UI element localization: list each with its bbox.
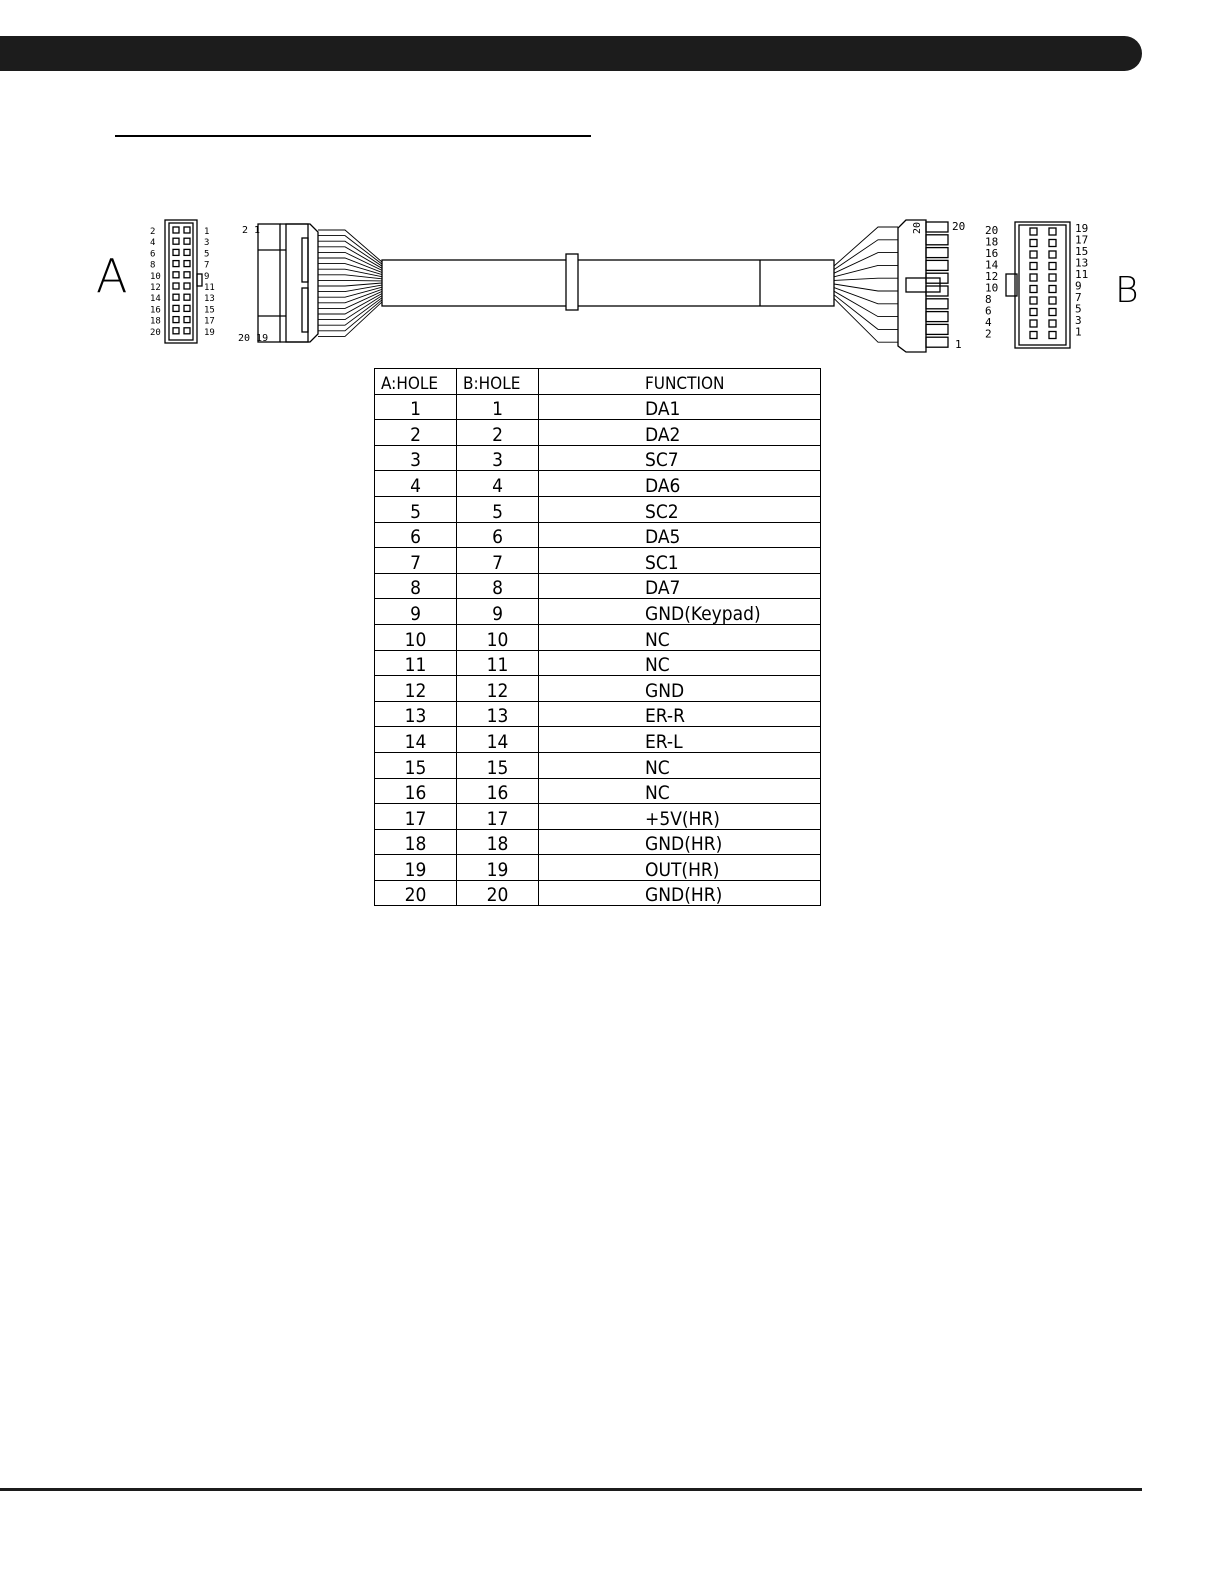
wire <box>318 275 382 279</box>
table-row <box>375 727 821 753</box>
pin-hole <box>173 294 179 300</box>
pin-hole <box>184 328 190 334</box>
pin-hole <box>1030 240 1037 247</box>
pin-hole <box>184 283 190 289</box>
pin-hole <box>1049 309 1056 316</box>
wire <box>318 291 382 308</box>
plug-pin <box>926 235 948 245</box>
pin-hole <box>1030 251 1037 258</box>
plug-b-top-label: 20 <box>952 220 966 233</box>
connector-a-pin-label: 13 <box>204 294 215 305</box>
header-b-hole: B:HOLE <box>457 369 539 395</box>
wires-a <box>318 230 382 336</box>
a-hole-cell: 11 <box>375 650 457 676</box>
cable-sheath <box>382 254 834 310</box>
table-row <box>375 471 821 497</box>
function-cell: NC <box>539 624 821 650</box>
plug-a-side <box>258 224 318 342</box>
pin-hole <box>173 305 179 311</box>
pin-hole <box>1049 263 1056 270</box>
plug-b-rotated-label: 20 <box>912 221 923 234</box>
plug-b-bottom-label: 1 <box>955 338 962 351</box>
b-hole-cell: 3 <box>457 445 539 471</box>
table-row <box>375 573 821 599</box>
connector-b-pin-label: 4 <box>985 316 992 329</box>
pin-hole <box>1049 228 1056 235</box>
table-row <box>375 855 821 881</box>
pin-hole <box>1030 263 1037 270</box>
pin-hole <box>173 227 179 233</box>
wire <box>834 295 898 330</box>
table-row <box>375 650 821 676</box>
wire <box>318 283 382 286</box>
pin-hole <box>1049 286 1056 293</box>
connector-a-pin-label: 11 <box>204 283 215 293</box>
a-hole-cell: 4 <box>375 471 457 497</box>
pin-hole <box>1030 297 1037 304</box>
b-hole-cell: 10 <box>457 624 539 650</box>
pin-hole <box>184 249 190 255</box>
table-row <box>375 548 821 574</box>
connector-b-pin-label: 14 <box>985 258 999 272</box>
pin-hole <box>1049 297 1056 304</box>
function-cell: GND(Keypad) <box>539 599 821 625</box>
a-hole-cell: 20 <box>375 880 457 906</box>
function-cell: ER-L <box>539 727 821 753</box>
connector-a-pin-label: 16 <box>150 305 161 316</box>
function-cell: +5V(HR) <box>539 804 821 830</box>
b-hole-cell: 13 <box>457 701 539 727</box>
pin-hole <box>1030 274 1037 281</box>
connector-b-pin-label: 17 <box>1075 233 1089 247</box>
table-row <box>375 804 821 830</box>
pin-hole <box>184 238 190 244</box>
table-row <box>375 676 821 702</box>
function-cell: DA6 <box>539 471 821 497</box>
table-row <box>375 599 821 625</box>
connector-b-label: B <box>1115 270 1139 311</box>
b-hole-cell: 11 <box>457 650 539 676</box>
a-hole-cell: 1 <box>375 394 457 420</box>
connector-b-pin-label: 18 <box>985 235 999 249</box>
wire <box>834 278 898 280</box>
function-cell: SC7 <box>539 445 821 471</box>
function-cell: ER-R <box>539 701 821 727</box>
table-row <box>375 829 821 855</box>
table-row <box>375 880 821 906</box>
pin-hole <box>184 294 190 300</box>
table-row <box>375 522 821 548</box>
pin-hole <box>1030 332 1037 339</box>
table-row <box>375 394 821 420</box>
pin-hole <box>173 328 179 334</box>
pin-hole <box>1030 286 1037 293</box>
connector-b-pin-label: 20 <box>985 224 999 237</box>
plug-pin <box>926 260 948 270</box>
a-hole-cell: 18 <box>375 829 457 855</box>
a-hole-cell: 14 <box>375 727 457 753</box>
function-cell: GND <box>539 676 821 702</box>
pin-hole <box>1049 251 1056 258</box>
connector-a-pin-label: 18 <box>150 316 161 327</box>
a-hole-cell: 9 <box>375 599 457 625</box>
function-cell: GND(HR) <box>539 880 821 906</box>
b-hole-cell: 14 <box>457 727 539 753</box>
pin-hole <box>1049 320 1056 327</box>
a-hole-cell: 19 <box>375 855 457 881</box>
pin-assignment-table <box>374 368 821 906</box>
connector-b-pin-label: 9 <box>1075 279 1082 293</box>
table-row <box>375 778 821 804</box>
connector-a-face <box>165 220 202 343</box>
pin-hole <box>173 272 179 278</box>
b-hole-cell: 6 <box>457 522 539 548</box>
wire <box>834 227 898 266</box>
pin-hole <box>1030 320 1037 327</box>
b-hole-cell: 5 <box>457 496 539 522</box>
connector-a-pin-label: 17 <box>204 316 215 327</box>
plug-b-side <box>898 220 948 352</box>
b-hole-cell: 4 <box>457 471 539 497</box>
function-cell: NC <box>539 650 821 676</box>
wire <box>834 288 898 304</box>
plug-pin <box>926 324 948 334</box>
connector-b-pin-label: 5 <box>1075 302 1082 316</box>
function-cell: SC2 <box>539 496 821 522</box>
a-hole-cell: 5 <box>375 496 457 522</box>
table-row <box>375 420 821 446</box>
connector-a-pin-label: 14 <box>150 294 161 305</box>
connector-a-pin-label: 6 <box>150 249 156 260</box>
connector-a-pin-label: 4 <box>150 238 156 249</box>
wire <box>318 252 382 270</box>
pin-hole <box>173 238 179 244</box>
connector-a-label: A <box>96 249 128 303</box>
pin-hole <box>1049 274 1056 281</box>
connector-a-pin-label: 20 <box>150 327 161 338</box>
connector-a-pin-label: 15 <box>204 305 215 316</box>
b-hole-cell: 17 <box>457 804 539 830</box>
connector-b-face <box>1006 222 1070 348</box>
header-bar <box>0 36 1142 71</box>
pin-hole <box>184 227 190 233</box>
table-row <box>375 701 821 727</box>
a-hole-cell: 13 <box>375 701 457 727</box>
b-hole-cell: 15 <box>457 752 539 778</box>
pin-hole <box>1030 309 1037 316</box>
connector-a-pin-label: 5 <box>204 249 210 260</box>
wire <box>834 284 898 291</box>
a-hole-cell: 8 <box>375 573 457 599</box>
pin-hole <box>184 261 190 267</box>
b-hole-cell: 9 <box>457 599 539 625</box>
plug-a-bottom-label: 20 19 <box>238 333 269 344</box>
table-row <box>375 624 821 650</box>
pin-hole <box>1030 228 1037 235</box>
connector-b-pin-label: 6 <box>985 304 992 318</box>
function-cell: SC1 <box>539 548 821 574</box>
connector-a-pin-label: 9 <box>204 271 210 282</box>
a-hole-cell: 10 <box>375 624 457 650</box>
b-hole-cell: 12 <box>457 676 539 702</box>
plug-pin <box>926 299 948 309</box>
connector-b-pin-label: 16 <box>985 247 999 260</box>
b-hole-cell: 7 <box>457 548 539 574</box>
connector-b-pin-label: 3 <box>1075 314 1082 327</box>
connector-a-pin-label: 8 <box>150 260 156 271</box>
wires-b <box>834 227 898 342</box>
function-cell: DA5 <box>539 522 821 548</box>
connector-a-pin-label: 1 <box>204 227 210 237</box>
plug-pin <box>926 222 948 232</box>
header-a-hole: A:HOLE <box>375 369 457 395</box>
connector-a-pin-label: 3 <box>204 238 210 249</box>
connector-b-pin-label: 11 <box>1075 268 1089 281</box>
pin-hole <box>173 261 179 267</box>
function-cell: NC <box>539 778 821 804</box>
connector-b-pin-label: 10 <box>985 281 999 295</box>
b-hole-cell: 18 <box>457 829 539 855</box>
connector-b-pin-label: 19 <box>1075 222 1089 235</box>
a-hole-cell: 17 <box>375 804 457 830</box>
connector-a-pin-label: 12 <box>150 283 161 293</box>
table-row <box>375 752 821 778</box>
a-hole-cell: 3 <box>375 445 457 471</box>
pin-hole <box>1049 332 1056 339</box>
footer-rule <box>0 1488 1142 1491</box>
connector-b-pin-label: 1 <box>1075 325 1082 339</box>
function-cell: NC <box>539 752 821 778</box>
connector-b-pin-label: 15 <box>1075 245 1089 258</box>
a-hole-cell: 2 <box>375 420 457 446</box>
plug-pin <box>926 337 948 347</box>
pin-hole <box>173 249 179 255</box>
function-cell: DA1 <box>539 394 821 420</box>
connector-b-pin-label: 13 <box>1075 256 1089 270</box>
plug-pin <box>926 248 948 258</box>
pin-hole <box>173 283 179 289</box>
connector-a-pin-label: 10 <box>150 271 161 282</box>
function-cell: OUT(HR) <box>539 855 821 881</box>
function-cell: DA2 <box>539 420 821 446</box>
plug-a-top-label: 2 1 <box>242 225 261 236</box>
wire <box>834 265 898 276</box>
cable-diagram <box>0 210 1224 360</box>
a-hole-cell: 6 <box>375 522 457 548</box>
pin-hole <box>1049 240 1056 247</box>
connector-a-pin-label: 19 <box>204 327 215 338</box>
a-hole-cell: 16 <box>375 778 457 804</box>
pin-hole <box>173 317 179 323</box>
connector-b-pin-label: 8 <box>985 293 992 306</box>
table-row <box>375 445 821 471</box>
a-hole-cell: 7 <box>375 548 457 574</box>
plug-pin <box>926 312 948 322</box>
pin-hole <box>184 305 190 311</box>
table-header-row <box>375 369 821 395</box>
b-hole-cell: 1 <box>457 394 539 420</box>
title-underline <box>115 135 591 137</box>
b-hole-cell: 16 <box>457 778 539 804</box>
header-function: FUNCTION <box>539 369 821 395</box>
a-hole-cell: 15 <box>375 752 457 778</box>
b-hole-cell: 19 <box>457 855 539 881</box>
b-hole-cell: 8 <box>457 573 539 599</box>
connector-b-pin-label: 2 <box>985 327 992 341</box>
table-row <box>375 496 821 522</box>
plug-pin <box>926 286 948 296</box>
function-cell: DA7 <box>539 573 821 599</box>
a-hole-cell: 12 <box>375 676 457 702</box>
b-hole-cell: 2 <box>457 420 539 446</box>
connector-a-pin-label: 2 <box>150 227 156 237</box>
connector-b-pin-label: 12 <box>985 270 999 283</box>
connector-a-pin-label: 7 <box>204 260 210 271</box>
function-cell: GND(HR) <box>539 829 821 855</box>
connector-b-pin-label: 7 <box>1075 291 1082 304</box>
b-hole-cell: 20 <box>457 880 539 906</box>
pin-hole <box>184 317 190 323</box>
wire <box>318 280 382 281</box>
pin-hole <box>184 272 190 278</box>
